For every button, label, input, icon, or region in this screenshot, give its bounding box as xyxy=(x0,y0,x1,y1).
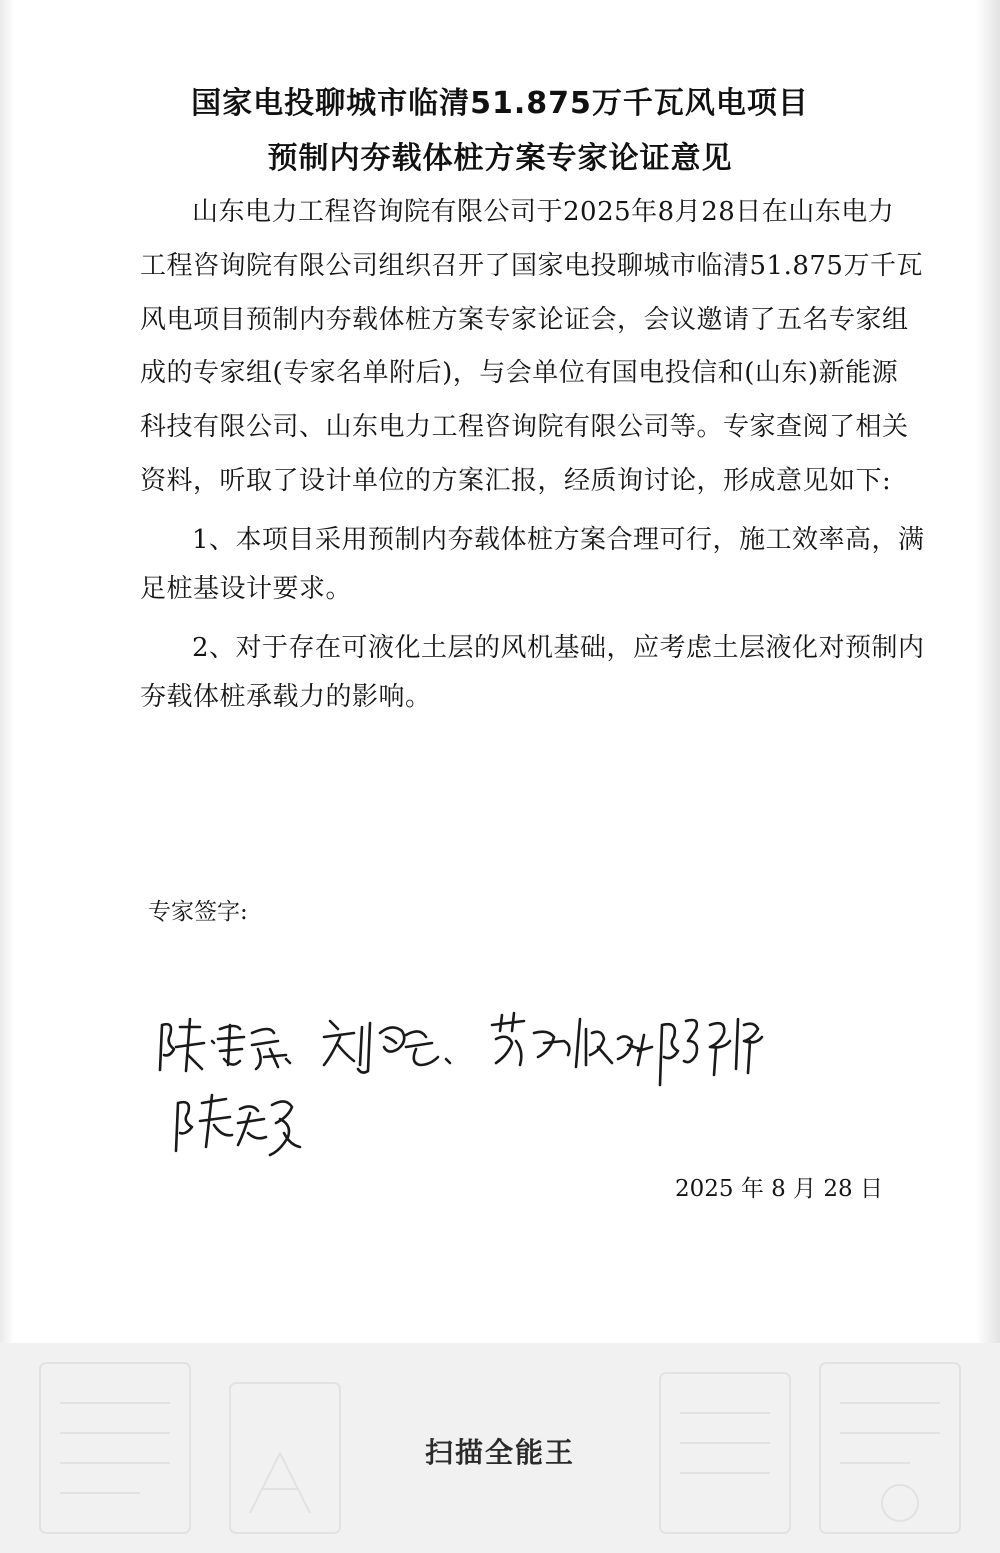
signature-5 xyxy=(176,1095,300,1155)
body-line-4: 成的专家组(专家名单附后)，与会单位有国电投信和(山东)新能源 xyxy=(140,358,899,388)
signature-1 xyxy=(160,1019,290,1071)
signature-3 xyxy=(492,1013,652,1067)
body-line-2: 工程咨询院有限公司组织召开了国家电投聊城市临清51.875万千瓦 xyxy=(140,251,923,281)
opinion-1-line-1: 1、本项目采用预制内夯载体桩方案合理可行，施工效率高，满 xyxy=(192,525,925,555)
page-edge-shadow-right xyxy=(976,0,1000,1343)
signature-4 xyxy=(660,1019,762,1085)
document-title-line-2: 预制内夯载体桩方案专家论证意见 xyxy=(267,141,733,176)
signature-label: 专家签字: xyxy=(148,899,248,925)
opinion-1-line-2: 足桩基设计要求。 xyxy=(140,574,353,604)
body-line-1: 山东电力工程咨询院有限公司于2025年8月28日在山东电力 xyxy=(192,197,895,227)
handwritten-signatures xyxy=(140,985,800,1165)
signing-date: 2025 年 8 月 28 日 xyxy=(675,1176,883,1202)
opinion-2-line-2: 夯载体桩承载力的影响。 xyxy=(140,682,432,712)
document-title-line-1: 国家电投聊城市临清51.875万千瓦风电项目 xyxy=(191,86,809,121)
body-line-6: 资料，听取了设计单位的方案汇报，经质询讨论，形成意见如下: xyxy=(140,466,892,496)
body-line-3: 风电项目预制内夯载体桩方案专家论证会，会议邀请了五名专家组 xyxy=(140,305,909,335)
app-brand-name: 扫描全能王 xyxy=(424,1436,575,1469)
opinion-2-line-1: 2、对于存在可液化土层的风机基础，应考虑土层液化对预制内 xyxy=(192,633,925,663)
body-line-5: 科技有限公司、山东电力工程咨询院有限公司等。专家查阅了相关 xyxy=(140,412,909,442)
signature-2 xyxy=(324,1021,450,1073)
scanner-app-footer xyxy=(0,1343,1000,1553)
page-edge-shadow-left xyxy=(0,0,14,1343)
